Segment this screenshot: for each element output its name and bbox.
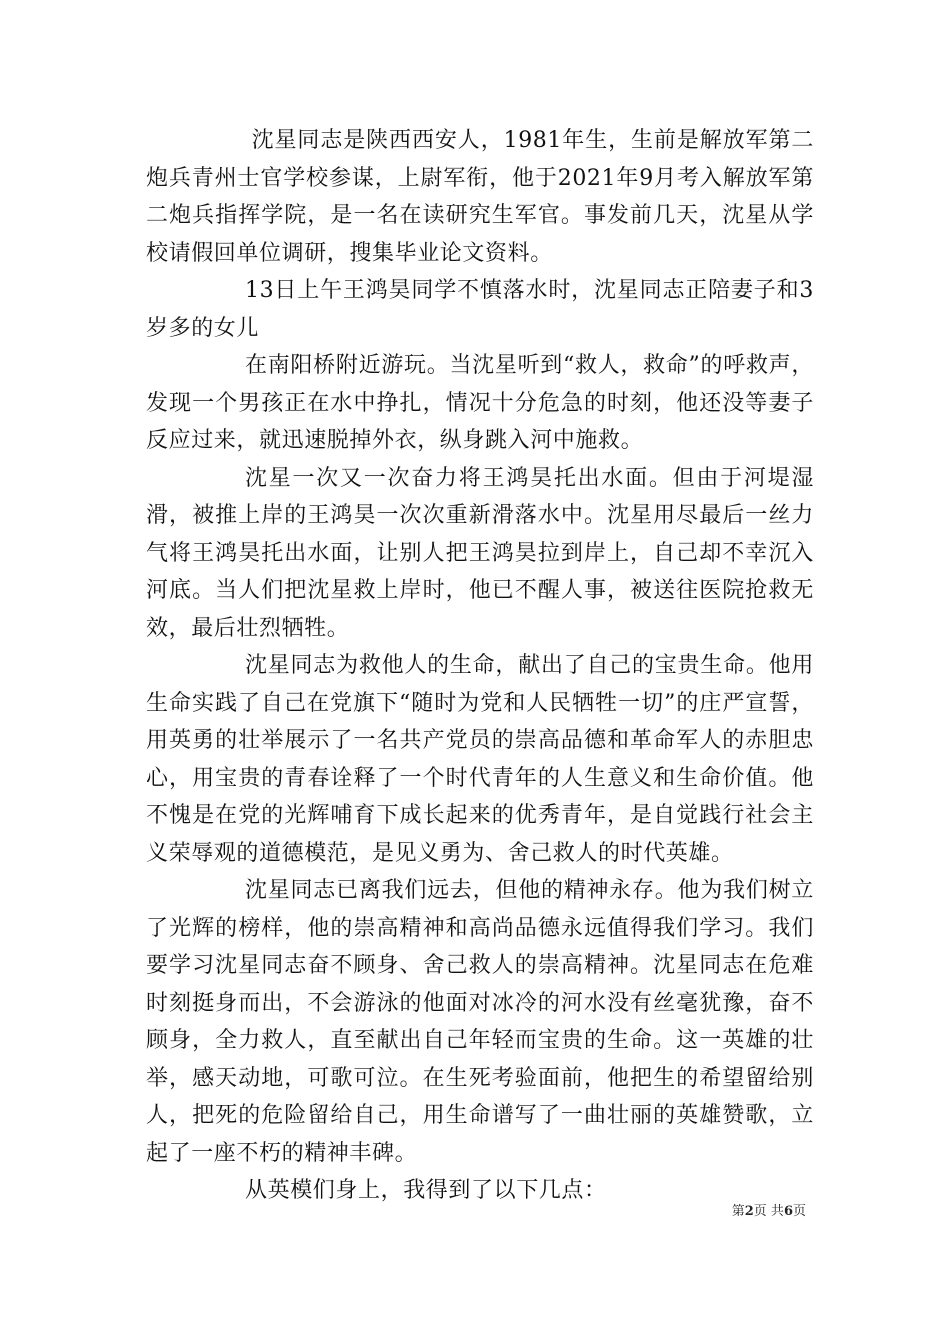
paragraph: 沈星一次又一次奋力将王鸿昊托出水面。但由于河堤湿滑，被推上岸的王鸿昊一次次重新滑落水中。沈星用尽最后一丝力气将王鸿昊托出水面，让别人把王鸿昊拉到岸上，自己却不幸沉入河底。当人们把沈星救上岸时，他已不醒人事，被送往医院抢救无效，最后壮烈牺牲。 (146, 465, 814, 641)
footer-suffix: 页 (792, 1204, 806, 1219)
paragraph: 在南阳桥附近游玩。当沈星听到“救人，救命”的呼救声，发现一个男孩正在水中挣扎，情况十分危急的时刻，他还没等妻子反应过来，就迅速脱掉外衣，纵身跳入河中施救。 (146, 353, 814, 453)
current-page-number: 2 (744, 1204, 754, 1219)
total-pages-number: 6 (783, 1204, 793, 1219)
paragraph: 沈星同志已离我们远去，但他的精神永存。他为我们树立了光辉的榜样，他的崇高精神和高尚品德永远值得我们学习。我们要学习沈星同志奋不顾身、舍己救人的崇高精神。沈星同志在危难时刻挺身而出，不会游泳的他面对冰冷的河水没有丝毫犹豫，奋不顾身，全力救人，直至献出自己年轻而宝贵的生命。这一英雄的壮举，感天动地，可歌可泣。在生死考验面前，他把生的希望留给别人，把死的危险留给自己，用生命谱写了一曲壮丽的英雄赞歌，立起了一座不朽的精神丰碑。 (146, 878, 814, 1166)
paragraph: 沈星同志是陕西西安人，1981年生，生前是解放军第二炮兵青州士官学校参谋，上尉军衔，他于2021年9月考入解放军第二炮兵指挥学院，是一名在读研究生军官。事发前几天，沈星从学校请假回单位调研，搜集毕业论文资料。 (146, 128, 814, 266)
footer-prefix: 第 (731, 1204, 745, 1219)
document-body (146, 122, 814, 1210)
footer-middle: 页 共 (753, 1204, 784, 1219)
paragraph: 从英模们身上，我得到了以下几点： (245, 1178, 607, 1203)
paragraph: 沈星同志为救他人的生命，献出了自己的宝贵生命。他用生命实践了自己在党旗下“随时为党和人民牺牲一切”的庄严宣誓，用英勇的壮举展示了一名共产党员的崇高品德和革命军人的赤胆忠心，用宝贵的青春诠释了一个时代青年的人生意义和生命价值。他不愧是在党的光辉哺育下成长起来的优秀青年，是自觉践行社会主义荣辱观的道德模范，是见义勇为、舍己救人的时代英雄。 (146, 653, 814, 866)
paragraph: 13日上午王鸿昊同学不慎落水时，沈星同志正陪妻子和3岁多的女儿 (146, 278, 814, 341)
page-footer (0, 1203, 806, 1221)
